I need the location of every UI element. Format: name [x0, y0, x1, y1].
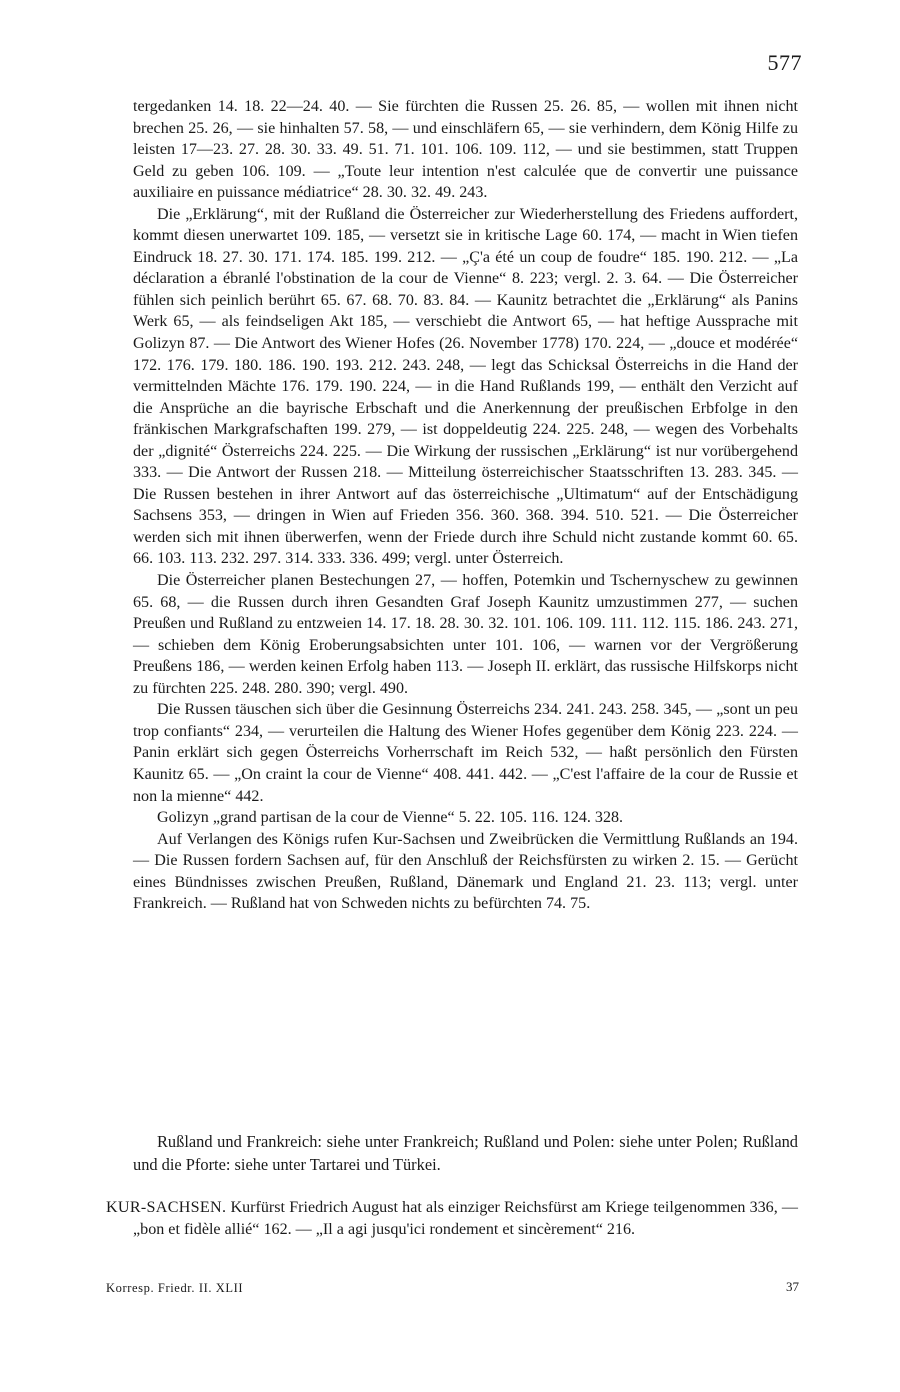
entry-heading: KUR-SACHSEN. [106, 1199, 227, 1216]
page-number: 577 [767, 50, 802, 75]
paragraph-continuation: tergedanken 14. 18. 22—24. 40. — Sie fürchten die Russen 25. 26. 85, — wollen mit ihnen nicht brechen 25. 26, — sie hinhalten 57. 58, — und einschläfern 65, — sie verhindern, dem König Hilfe zu leisten 17—23. 27. 28. 30. 33. 49. 51. 71. 101. 106. 109. 112, — und sie bestimmen, statt Truppen Geld zu geben 106. 109. — „Toute leur intention n'est calculée que de convertir une puissance auxiliaire en puissance médiatrice“ 28. 30. 32. 49. 243. [133, 98, 798, 202]
paragraph-russen-taeuschen: Die Russen täuschen sich über die Gesinnung Österreichs 234. 241. 243. 258. 345, — „sont un peu trop confiants“ 234, — verurteilen die Haltung des Wiener Hofes gegenüber dem König 223. 224. — Panin erklärt sich gegen Österreichs Vorherrschaft im Reich 532, — haßt persönlich den Fürsten Kaunitz 65. — „On craint la cour de Vienne“ 408. 441. 442. — „C'est l'affaire de la cour de Russie et non la mienne“ 442. [133, 701, 798, 805]
main-text [133, 96, 798, 915]
footer-sheet-number: 37 [786, 1279, 799, 1294]
entry-body-wrapper [106, 1197, 798, 1240]
paragraph-golizyn: Golizyn „grand partisan de la cour de Vienne“ 5. 22. 105. 116. 124. 328. [157, 809, 624, 827]
paragraph-erklaerung: Die „Erklärung“, mit der Rußland die Österreicher zur Wiederherstellung des Friedens auffordert, kommt diesen unerwartet 109. 185, — versetzt sie in kritische Lage 60. 174, — macht in Wien tiefen Eindruck 18. 27. 30. 171. 174. 185. 199. 212. — „Ç'a été un coup de foudre“ 185. 190. 212. — „La déclaration a ébranlé l'obstination de la cour de Vienne“ 8. 223; vergl. 2. 3. 64. — Die Österreicher fühlen sich peinlich berührt 65. 67. 68. 70. 83. 84. — Kaunitz betrachtet die „Erklärung“ als Panins Werk 65, — als feindseligen Akt 185, — verschiebt die Antwort 65, — hat heftige Aussprache mit Golizyn 87. — Die Antwort des Wiener Hofes (26. November 1778) 170. 224, — „douce et modérée“ 172. 176. 179. 180. 186. 190. 193. 212. 243. 248, — legt das Schicksal Österreichs in die Hand der vermittelnden Mächte 176. 179. 190. 224, — in die Hand Rußlands 199, — enthält den Verzicht auf die Ansprüche an die bayrische Erbschaft und die Anerkennung der preußischen Erbfolge in den fränkischen Markgrafschaften 199. 279, — ist doppeldeutig 224. 225. 248, — wegen des Vorbehalts der „dignité“ Österreichs 224. 225. — Die Wirkung der russischen „Erklärung“ ist nur vorübergehend 333. — Die Antwort der Russen 218. — Mitteilung österreichischer Staatsschriften 13. 283. 345. — Die Russen bestehen in ihrer Antwort auf das österreichische „Ultimatum“ auf der Entschädigung Sachsens 353, — dringen in Wien auf Frieden 356. 360. 368. 394. 510. 521. — Die Österreicher werden sich mit ihnen überwerfen, wenn der Friede durch ihre Schuld nicht zustande kommt 60. 65. 66. 103. 113. 232. 297. 314. 333. 336. 499; vergl. unter Österreich. [133, 205, 798, 568]
entry-text: Kurfürst Friedrich August hat als einziger Reichsfürst am Kriege teilgenommen 336, — „bon et fidèle allié“ 162. — „Il a agi jusqu'ici rondement et sincèrement“ 216. [133, 1199, 799, 1238]
paragraph-bestechungen: Die Österreicher planen Bestechungen 27, — hoffen, Potemkin und Tschernyschew zu gewinnen 65. 68, — die Russen durch ihren Gesandten Graf Joseph Kaunitz umzustimmen 277, — suchen Preußen und Rußland zu entzweien 14. 17. 18. 28. 30. 32. 101. 106. 109. 111. 112. 115. 186. 243. 271, — schieben dem König Eroberungsabsichten unter 101. 106, — warnen vor der Vergrößerung Preußens 186, — werden keinen Erfolg haben 113. — Joseph II. erklärt, das russische Hilfskorps nicht zu fürchten 225. 248. 280. 390; vergl. 490. [133, 572, 798, 697]
paragraph-kur-sachsen-vermittlung: Auf Verlangen des Königs rufen Kur-Sachsen und Zweibrücken die Vermittlung Rußlands an 194. — Die Russen fordern Sachsen auf, für den Anschluß der Reichsfürsten zu wirken 2. 15. — Gerücht eines Bündnisses zwischen Preußen, Rußland, Dänemark und England 21. 23. 113; vergl. unter Frankreich. — Rußland hat von Schweden nichts zu befürchten 74. 75. [133, 830, 798, 913]
cross-reference: Rußland und Frankreich: siehe unter Frankreich; Rußland und Polen: siehe unter Polen; Rußland und die Pforte: siehe unter Tartarei und Türkei. [133, 1132, 798, 1174]
footer-signature: Korresp. Friedr. II. XLII [106, 1281, 244, 1295]
index-entry-kur-sachsen [106, 1197, 798, 1240]
